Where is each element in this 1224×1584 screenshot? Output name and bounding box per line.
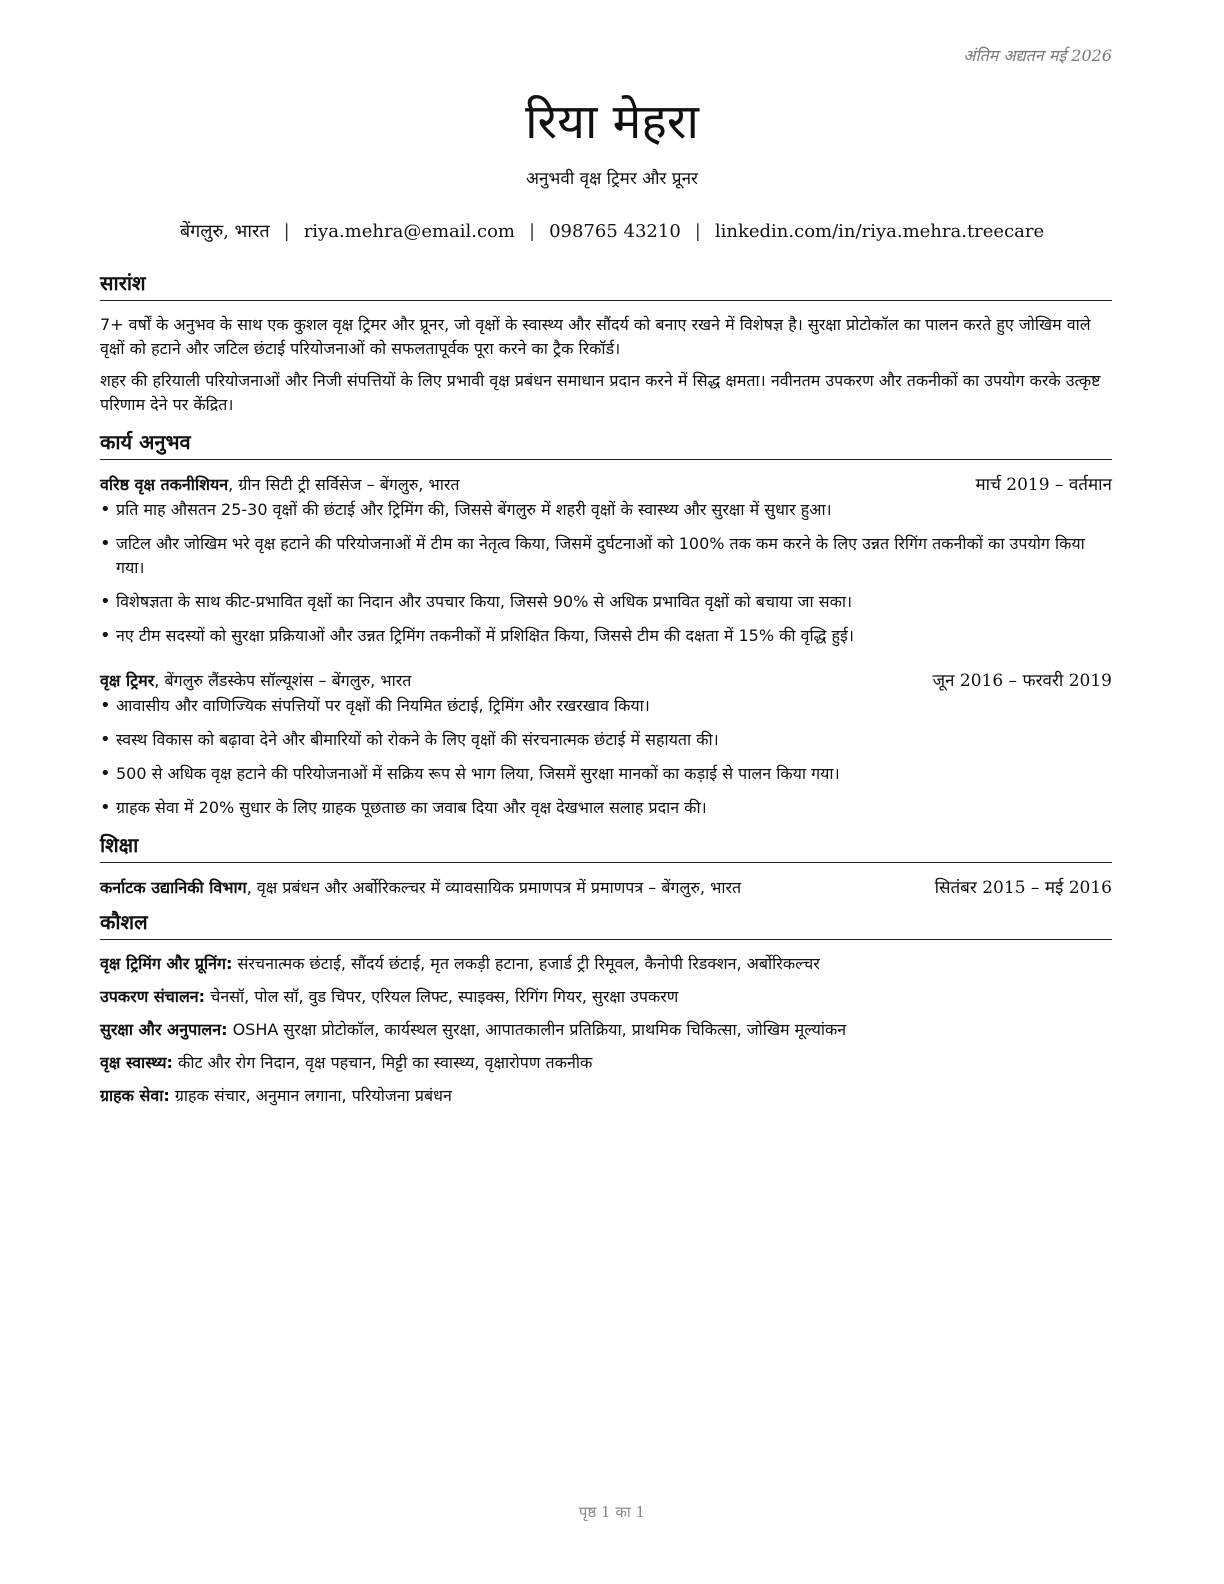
job-bullet-list (100, 694, 1112, 820)
job-bullet: • प्रति माह औसतन 25-30 वृक्षों की छंटाई और ट्रिमिंग की, जिससे बेंगलुरु में शहरी वृक्षों के स्वास्थ्य और सुरक्षा में सुधार हुआ। (100, 498, 1112, 522)
education-line (100, 875, 741, 901)
skill-label: उपकरण संचालन: (100, 987, 206, 1006)
skill-line (100, 1084, 1112, 1108)
skill-line (100, 1018, 1112, 1042)
skill-line (100, 1051, 1112, 1075)
summary-paragraph: शहर की हरियाली परियोजनाओं और निजी संपत्तियों के लिए प्रभावी वृक्ष प्रबंधन समाधान प्रदान करने में सिद्ध क्षमता। नवीनतम उपकरण और तकनीकों का उपयोग करके उत्कृष्ट परिणाम देने पर केंद्रित। (100, 371, 1101, 414)
skill-label: वृक्ष ट्रिमिंग और प्रूनिंग: (100, 954, 233, 973)
job-bullet: • ग्राहक सेवा में 20% सुधार के लिए ग्राहक पूछताछ का जवाब दिया और वृक्ष देखभाल सलाह प्रदान की। (100, 796, 1112, 820)
contact-line (0, 219, 1224, 243)
job-header (100, 668, 1112, 694)
contact-location: बेंगलुरु, भारत (179, 221, 270, 242)
job-organization: , ग्रीन सिटी ट्री सर्विसेज – बेंगलुरु, भारत (228, 475, 460, 494)
skill-line (100, 952, 1112, 976)
job-dates: जून 2016 – फरवरी 2019 (932, 671, 1112, 691)
job-title-line (100, 668, 411, 694)
education-dates: सितंबर 2015 – मई 2016 (934, 878, 1112, 898)
candidate-headline: अनुभवी वृक्ष ट्रिमर और प्रूनर (526, 169, 698, 189)
skill-label: सुरक्षा और अनुपालन: (100, 1020, 228, 1039)
contact-linkedin[interactable]: linkedin.com/in/riya.mehra.treecare (714, 221, 1045, 242)
job-bullet: • 500 से अधिक वृक्ष हटाने की परियोजनाओं में सक्रिय रूप से भाग लिया, जिसमें सुरक्षा मानकों का कड़ाई से पालन किया गया। (100, 762, 1112, 786)
contact-phone[interactable]: 098765 43210 (549, 221, 681, 242)
skill-value: कीट और रोग निदान, वृक्ष पहचान, मिट्टी का स्वास्थ्य, वृक्षारोपण तकनीक (172, 1053, 593, 1072)
contact-email[interactable]: riya.mehra@email.com (303, 221, 515, 242)
job-title-line (100, 472, 460, 498)
resume-body (100, 268, 1112, 1117)
job-organization: , बेंगलुरु लैंडस्केप सॉल्यूशंस – बेंगलुरु, भारत (154, 671, 412, 690)
contact-separator: | (694, 221, 701, 242)
skill-value: चेनसॉ, पोल सॉ, वुड चिपर, एरियल लिफ्ट, स्पाइक्स, रिगिंग गियर, सुरक्षा उपकरण (205, 987, 679, 1006)
job-bullet: • आवासीय और वाणिज्यिक संपत्तियों पर वृक्षों की नियमित छंटाई, ट्रिमिंग और रखरखाव किया। (100, 694, 1112, 718)
skill-label: वृक्ष स्वास्थ्य: (100, 1053, 173, 1072)
candidate-name: रिया मेहरा (525, 94, 699, 150)
job-bullet: • नए टीम सदस्यों को सुरक्षा प्रक्रियाओं और उन्नत ट्रिमिंग तकनीकों में प्रशिक्षित किया, जिससे टीम की दक्षता में 15% की वृद्धि हुई। (100, 624, 1112, 648)
job-dates: मार्च 2019 – वर्तमान (975, 475, 1112, 495)
page-number: पृष्ठ 1 का 1 (578, 1503, 646, 1521)
skill-value: संरचनात्मक छंटाई, सौंदर्य छंटाई, मृत लकड़ी हटाना, हजार्ड ट्री रिमूवल, कैनोपी रिडक्शन, अर्बोरिकल्चर (232, 954, 820, 973)
job-bullet: • विशेषज्ञता के साथ कीट-प्रभावित वृक्षों का निदान और उपचार किया, जिससे 90% से अधिक प्रभावित वृक्षों को बचाया जा सका। (100, 590, 1112, 614)
summary-paragraph: 7+ वर्षों के अनुभव के साथ एक कुशल वृक्ष ट्रिमर और प्रूनर, जो वृक्षों के स्वास्थ्य और सौंदर्य को बनाए रखने में विशेषज्ञ है। सुरक्षा प्रोटोकॉल का पालन करते हुए जोखिम वाले वृक्षों को हटाने और जटिल छंटाई परियोजनाओं को सफलतापूर्वक पूरा करने का ट्रैक रिकॉर्ड। (100, 315, 1091, 358)
job-bullet: • स्वस्थ विकास को बढ़ावा देने और बीमारियों को रोकने के लिए वृक्षों की संरचनात्मक छंटाई में सहायता की। (100, 728, 1112, 752)
section-heading-education: शिक्षा (100, 830, 1112, 863)
job-role: वरिष्ठ वृक्ष तकनीशियन (100, 475, 229, 494)
education-institution: कर्नाटक उद्यानिकी विभाग (100, 878, 247, 897)
contact-separator: | (283, 221, 290, 242)
section-heading-skills: कौशल (100, 907, 1112, 940)
skill-value: ग्राहक संचार, अनुमान लगाना, परियोजना प्रबंधन (169, 1086, 452, 1105)
last-updated-note: अंतिम अद्यतन मई 2026 (963, 46, 1112, 65)
education-detail: , वृक्ष प्रबंधन और अर्बोरिकल्चर में व्यावसायिक प्रमाणपत्र में प्रमाणपत्र – बेंगलुरु, भारत (246, 878, 742, 897)
education-entry (100, 875, 1112, 901)
skill-line (100, 985, 1112, 1009)
job-header (100, 472, 1112, 498)
job-bullet-list (100, 498, 1112, 648)
contact-separator: | (529, 221, 536, 242)
section-heading-summary: सारांश (100, 268, 1112, 301)
skill-label: ग्राहक सेवा: (100, 1086, 170, 1105)
job-role: वृक्ष ट्रिमर (100, 671, 155, 690)
job-bullet: • जटिल और जोखिम भरे वृक्ष हटाने की परियोजनाओं में टीम का नेतृत्व किया, जिसमें दुर्घटनाओं को 100% तक कम करने के लिए उन्नत रिगिंग तकनीकों का उपयोग किया गया। (100, 532, 1112, 580)
skill-value: OSHA सुरक्षा प्रोटोकॉल, कार्यस्थल सुरक्षा, आपातकालीन प्रतिक्रिया, प्राथमिक चिकित्सा, जोखिम मूल्यांकन (227, 1020, 847, 1039)
section-heading-experience: कार्य अनुभव (100, 427, 1112, 460)
